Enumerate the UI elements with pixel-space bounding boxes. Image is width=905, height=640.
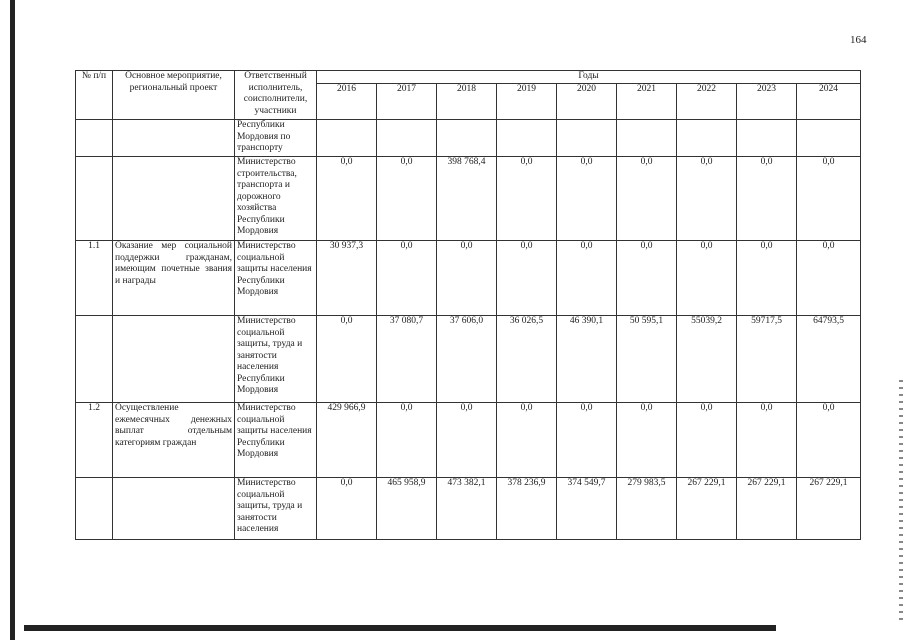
year-cell: 2016	[317, 84, 377, 120]
responsible-org: Министерство строительства, транспорта и дорожного хозяйства Республики Мордовия	[235, 157, 317, 241]
responsible-org: Министерство социальной защиты населения Республики Мордовия	[235, 241, 317, 316]
value-cell: 37 606,0	[437, 316, 497, 403]
value-cell: 36 026,5	[497, 316, 557, 403]
year-cell: 2017	[377, 84, 437, 120]
value-cell: 0,0	[557, 403, 617, 478]
value-cell	[377, 120, 437, 157]
value-cell: 0,0	[617, 157, 677, 241]
value-cell: 0,0	[797, 241, 861, 316]
value-cell: 378 236,9	[497, 478, 557, 540]
table-row	[76, 157, 861, 241]
value-cell: 50 595,1	[617, 316, 677, 403]
table-row	[76, 316, 861, 403]
value-cell: 0,0	[317, 157, 377, 241]
scan-right-speckle	[899, 380, 903, 620]
value-cell: 0,0	[737, 157, 797, 241]
table-row	[76, 120, 861, 157]
value-cell: 267 229,1	[737, 478, 797, 540]
activity-name	[113, 478, 235, 540]
year-cell: 2019	[497, 84, 557, 120]
activity-name	[113, 157, 235, 241]
page-number: 164	[850, 34, 867, 46]
row-number	[76, 120, 113, 157]
activity-name	[113, 120, 235, 157]
value-cell	[617, 120, 677, 157]
row-number: 1.2	[76, 403, 113, 478]
activity-name: Оказание мер социальной поддержки гражданам, имеющим почетные звания и награды	[113, 241, 235, 316]
value-cell: 59717,5	[737, 316, 797, 403]
value-cell	[557, 120, 617, 157]
responsible-org: Министерство социальной защиты населения Республики Мордовия	[235, 403, 317, 478]
value-cell: 0,0	[557, 157, 617, 241]
value-cell: 473 382,1	[437, 478, 497, 540]
value-cell: 0,0	[377, 403, 437, 478]
value-cell	[737, 120, 797, 157]
table-row	[76, 403, 861, 478]
value-cell: 55039,2	[677, 316, 737, 403]
year-cell: 2022	[677, 84, 737, 120]
year-cell: 2024	[797, 84, 861, 120]
value-cell	[497, 120, 557, 157]
value-cell: 0,0	[737, 241, 797, 316]
table-row	[76, 241, 861, 316]
value-cell: 0,0	[317, 478, 377, 540]
value-cell: 374 549,7	[557, 478, 617, 540]
value-cell: 0,0	[677, 157, 737, 241]
responsible-org: Республики Мордовия по транспорту	[235, 120, 317, 157]
value-cell: 0,0	[617, 241, 677, 316]
value-cell: 0,0	[677, 241, 737, 316]
row-number	[76, 316, 113, 403]
header-years: Годы	[317, 71, 861, 84]
value-cell: 279 983,5	[617, 478, 677, 540]
table-row	[76, 478, 861, 540]
year-cell: 2018	[437, 84, 497, 120]
scan-left-edge	[10, 0, 15, 640]
year-cell: 2021	[617, 84, 677, 120]
activity-name	[113, 316, 235, 403]
activity-name: Осуществление ежемесячных денежных выплат отдельным категориям граждан	[113, 403, 235, 478]
row-number	[76, 478, 113, 540]
header-activity: Основное мероприятие, региональный проект	[113, 71, 235, 120]
budget-table	[75, 70, 861, 540]
value-cell: 37 080,7	[377, 316, 437, 403]
value-cell: 267 229,1	[797, 478, 861, 540]
value-cell: 0,0	[317, 316, 377, 403]
value-cell: 267 229,1	[677, 478, 737, 540]
value-cell: 429 966,9	[317, 403, 377, 478]
responsible-org: Министерство социальной защиты, труда и занятости населения Республики Мордовия	[235, 316, 317, 403]
responsible-org: Министерство социальной защиты, труда и занятости населения	[235, 478, 317, 540]
value-cell: 30 937,3	[317, 241, 377, 316]
header-responsible: Ответственный исполнитель, соисполнители, участники	[235, 71, 317, 120]
value-cell	[797, 120, 861, 157]
year-cell: 2023	[737, 84, 797, 120]
value-cell: 465 958,9	[377, 478, 437, 540]
row-number	[76, 157, 113, 241]
value-cell	[437, 120, 497, 157]
value-cell: 0,0	[437, 403, 497, 478]
value-cell: 0,0	[737, 403, 797, 478]
value-cell: 0,0	[557, 241, 617, 316]
value-cell	[677, 120, 737, 157]
scan-bottom-edge	[24, 625, 776, 631]
value-cell: 398 768,4	[437, 157, 497, 241]
value-cell: 0,0	[677, 403, 737, 478]
value-cell: 0,0	[437, 241, 497, 316]
value-cell	[317, 120, 377, 157]
value-cell: 64793,5	[797, 316, 861, 403]
value-cell: 0,0	[617, 403, 677, 478]
value-cell: 0,0	[377, 241, 437, 316]
value-cell: 46 390,1	[557, 316, 617, 403]
header-no: № п/п	[76, 71, 113, 120]
row-number: 1.1	[76, 241, 113, 316]
value-cell: 0,0	[497, 241, 557, 316]
value-cell: 0,0	[497, 157, 557, 241]
value-cell: 0,0	[797, 403, 861, 478]
value-cell: 0,0	[377, 157, 437, 241]
value-cell: 0,0	[497, 403, 557, 478]
year-cell: 2020	[557, 84, 617, 120]
value-cell: 0,0	[797, 157, 861, 241]
